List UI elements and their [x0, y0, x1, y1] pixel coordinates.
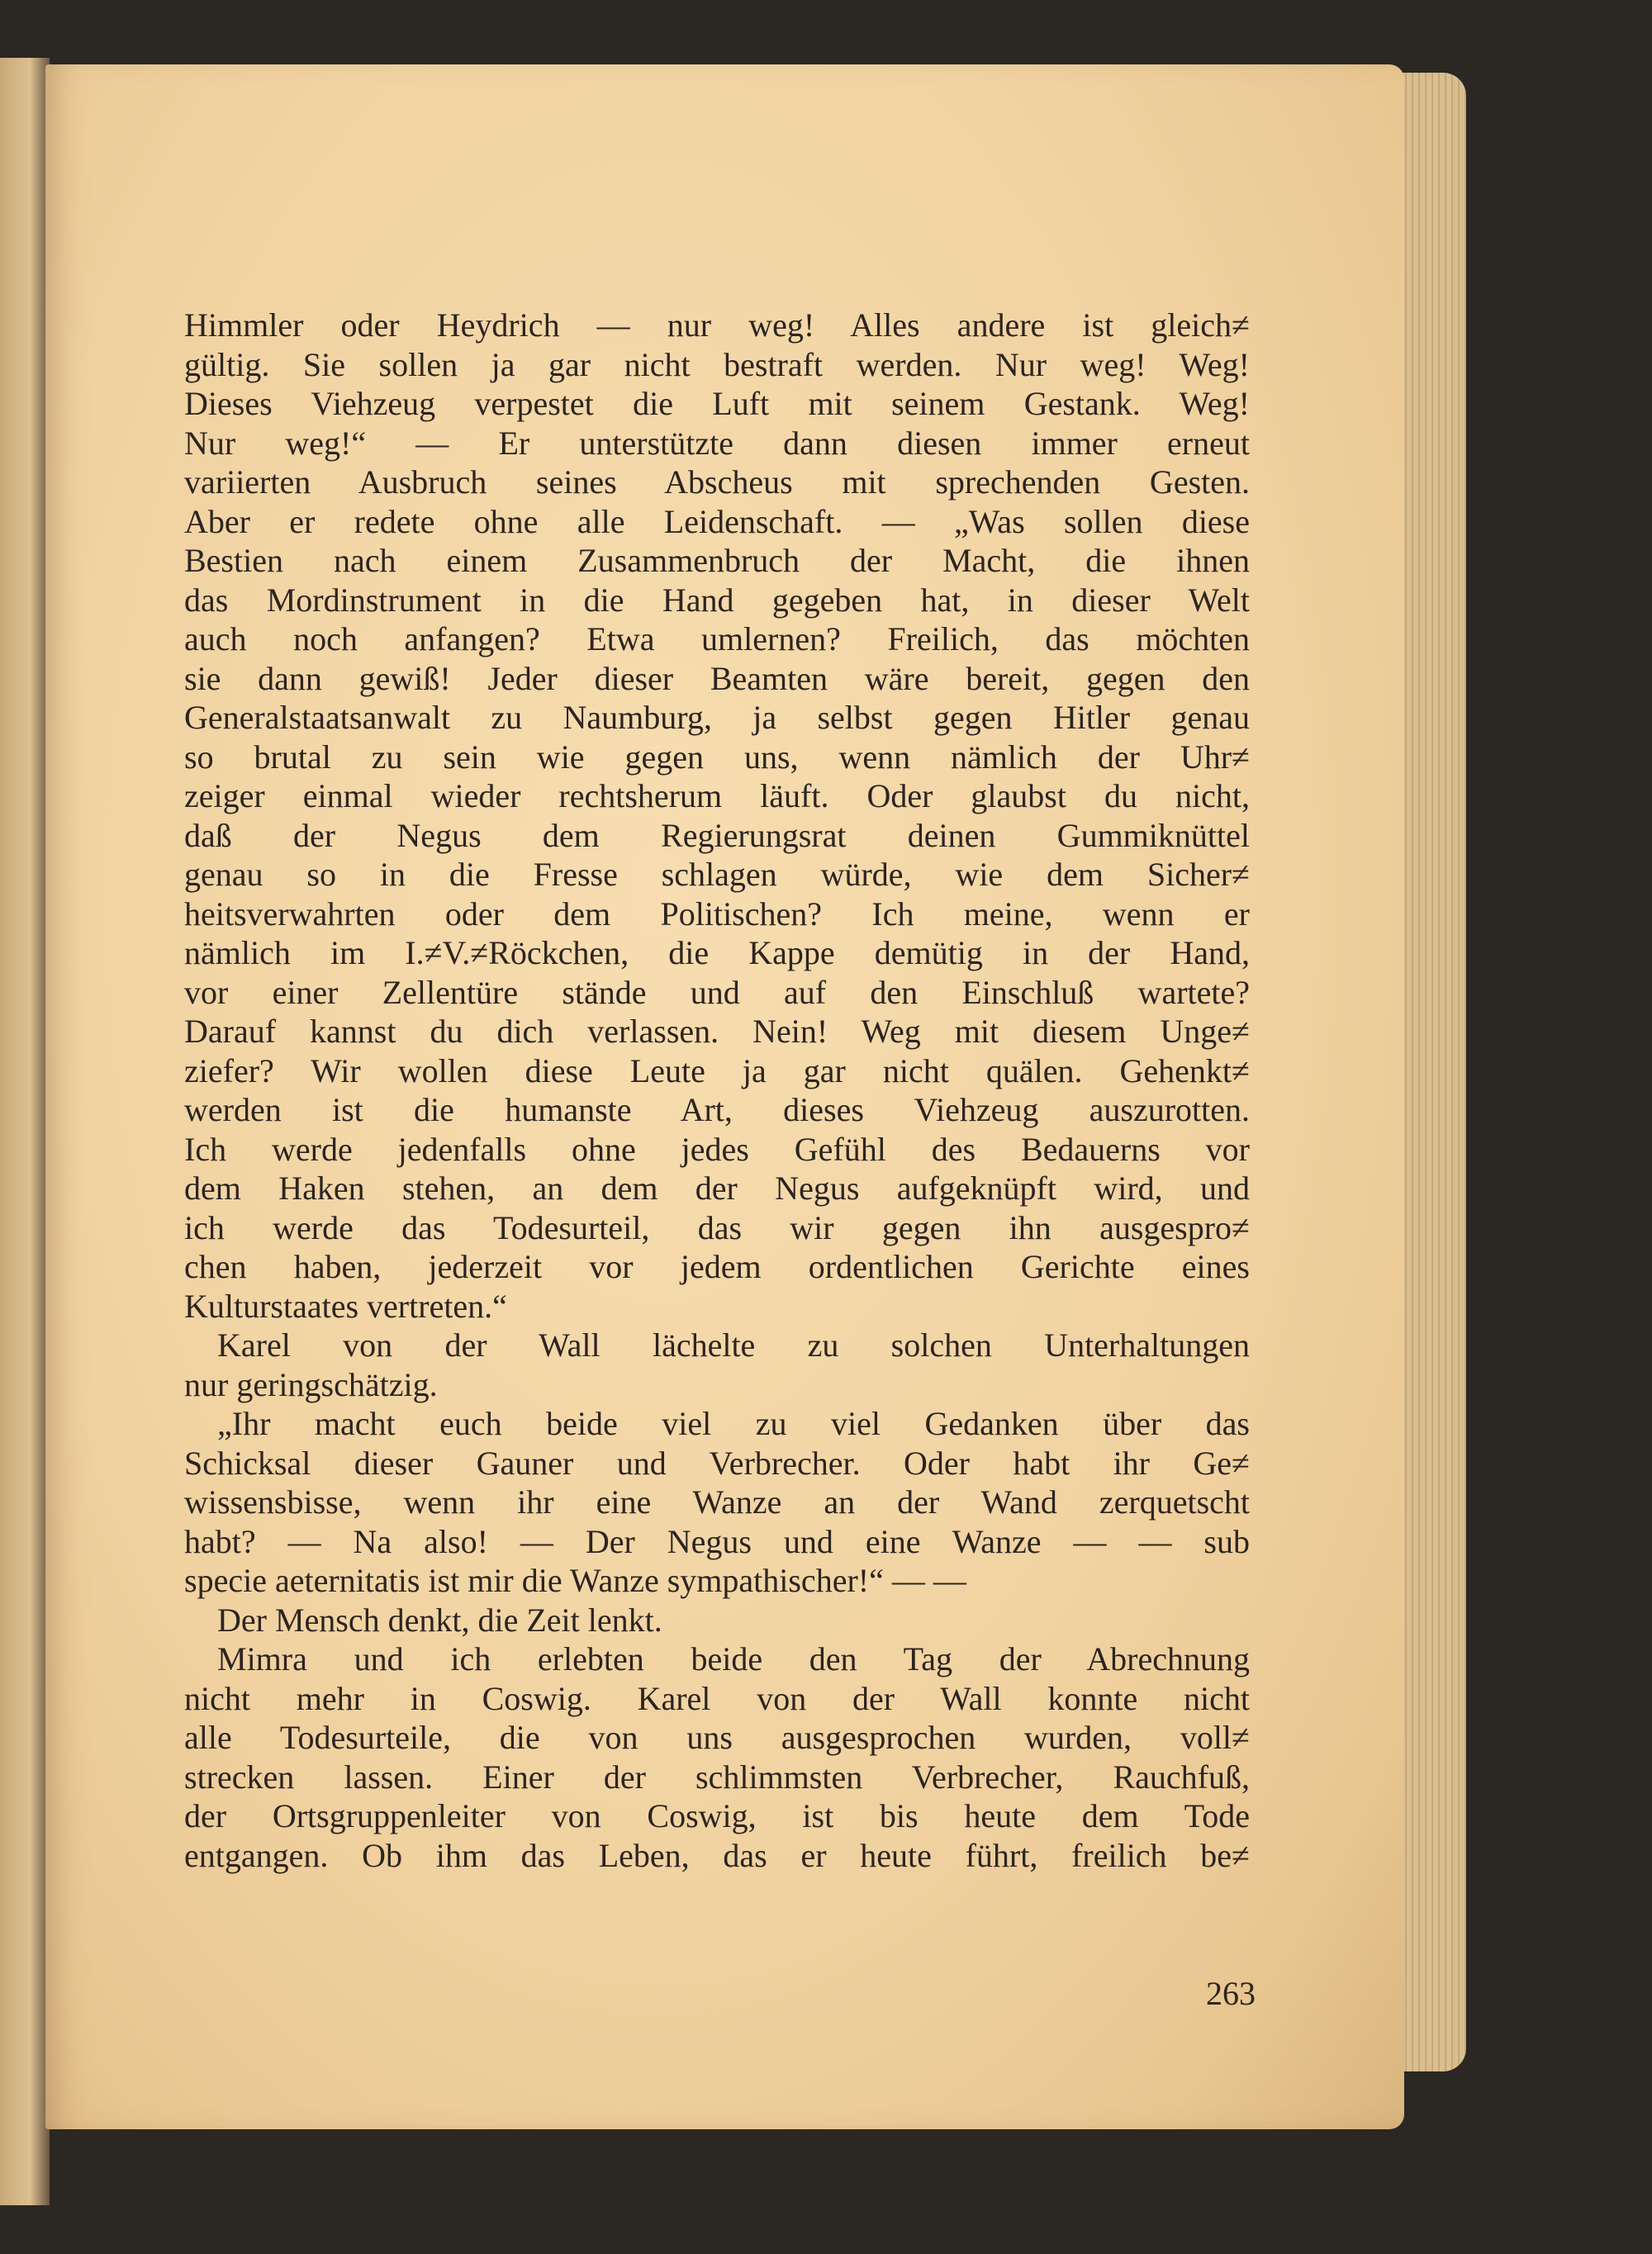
text-line: nämlich im I.≠V.≠Röckchen, die Kappe demütig in der Hand, — [184, 934, 1250, 971]
text-line: Darauf kannst du dich verlassen. Nein! Weg mit diesem Unge≠ — [184, 1013, 1250, 1050]
text-line: chen haben, jederzeit vor jedem ordentlichen Gerichte eines — [184, 1248, 1250, 1285]
text-line: auch noch anfangen? Etwa umlernen? Freilich, das möchten — [184, 620, 1250, 657]
text-line: nicht mehr in Coswig. Karel von der Wall konnte nicht — [184, 1679, 1250, 1717]
text-line: der Ortsgruppenleiter von Coswig, ist bis heute dem Tode — [184, 1797, 1250, 1834]
text-line: gültig. Sie sollen ja gar nicht bestraft werden. Nur weg! Weg! — [184, 345, 1250, 383]
text-line: habt? — Na also! — Der Negus und eine Wanze — — sub — [184, 1522, 1250, 1560]
text-line: Mimra und ich erlebten beide den Tag der Abrechnung — [217, 1640, 1250, 1677]
text-line: Nur weg!“ — Er unterstützte dann diesen immer erneut — [184, 424, 1250, 462]
text-line: vor einer Zellentüre stände und auf den Einschluß wartete? — [184, 973, 1250, 1011]
text-line: Kulturstaates vertreten.“ — [184, 1287, 507, 1325]
text-line: Der Mensch denkt, die Zeit lenkt. — [217, 1601, 662, 1639]
text-line: Himmler oder Heydrich — nur weg! Alles andere ist gleich≠ — [184, 306, 1250, 344]
text-line: zeiger einmal wieder rechtsherum läuft. Oder glaubst du nicht, — [184, 777, 1250, 814]
text-line: „Ihr macht euch beide viel zu viel Gedanken über das — [217, 1405, 1250, 1442]
text-line: das Mordinstrument in die Hand gegeben hat, in dieser Welt — [184, 581, 1250, 619]
text-line: ich werde das Todesurteil, das wir gegen ihn ausgespro≠ — [184, 1208, 1250, 1246]
text-line: nur geringschätzig. — [184, 1365, 438, 1403]
text-line: dem Haken stehen, an dem der Negus aufgeknüpft wird, und — [184, 1170, 1250, 1207]
text-line: Ich werde jedenfalls ohne jedes Gefühl des Bedauerns vor — [184, 1130, 1250, 1168]
text-line: alle Todesurteile, die von uns ausgesprochen wurden, voll≠ — [184, 1719, 1250, 1756]
body-text — [184, 306, 1250, 1875]
text-line: werden ist die humanste Art, dieses Viehzeug auszurotten. — [184, 1091, 1250, 1128]
text-line: variierten Ausbruch seines Abscheus mit sprechenden Gesten. — [184, 463, 1250, 501]
text-line: Schicksal dieser Gauner und Verbrecher. Oder habt ihr Ge≠ — [184, 1444, 1250, 1482]
text-line: Aber er redete ohne alle Leidenschaft. — „Was sollen diese — [184, 502, 1250, 540]
text-line: so brutal zu sein wie gegen uns, wenn nämlich der Uhr≠ — [184, 738, 1250, 776]
text-line: Karel von der Wall lächelte zu solchen Unterhaltungen — [217, 1326, 1250, 1364]
text-line: entgangen. Ob ihm das Leben, das er heute führt, freilich be≠ — [184, 1836, 1250, 1874]
previous-page-edge — [0, 58, 50, 2205]
text-line: sie dann gewiß! Jeder dieser Beamten wäre bereit, gegen den — [184, 659, 1250, 697]
text-line: ziefer? Wir wollen diese Leute ja gar nicht quälen. Gehenkt≠ — [184, 1051, 1250, 1089]
text-line: genau so in die Fresse schlagen würde, wie dem Sicher≠ — [184, 856, 1250, 893]
text-line: specie aeternitatis ist mir die Wanze sympathischer!“ — — — [184, 1562, 966, 1599]
text-line: Dieses Viehzeug verpestet die Luft mit seinem Gestank. Weg! — [184, 385, 1250, 422]
text-line: wissensbisse, wenn ihr eine Wanze an der Wand zerquetscht — [184, 1483, 1250, 1521]
text-line: Generalstaatsanwalt zu Naumburg, ja selbst gegen Hitler genau — [184, 699, 1250, 736]
text-line: strecken lassen. Einer der schlimmsten Verbrecher, Rauchfuß, — [184, 1758, 1250, 1796]
text-line: heitsverwahrten oder dem Politischen? Ich meine, wenn er — [184, 894, 1250, 932]
book-page — [45, 64, 1404, 2129]
page-number: 263 — [1206, 1975, 1256, 2012]
text-line: Bestien nach einem Zusammenbruch der Macht, die ihnen — [184, 542, 1250, 579]
text-line: daß der Negus dem Regierungsrat deinen Gummiknüttel — [184, 816, 1250, 854]
